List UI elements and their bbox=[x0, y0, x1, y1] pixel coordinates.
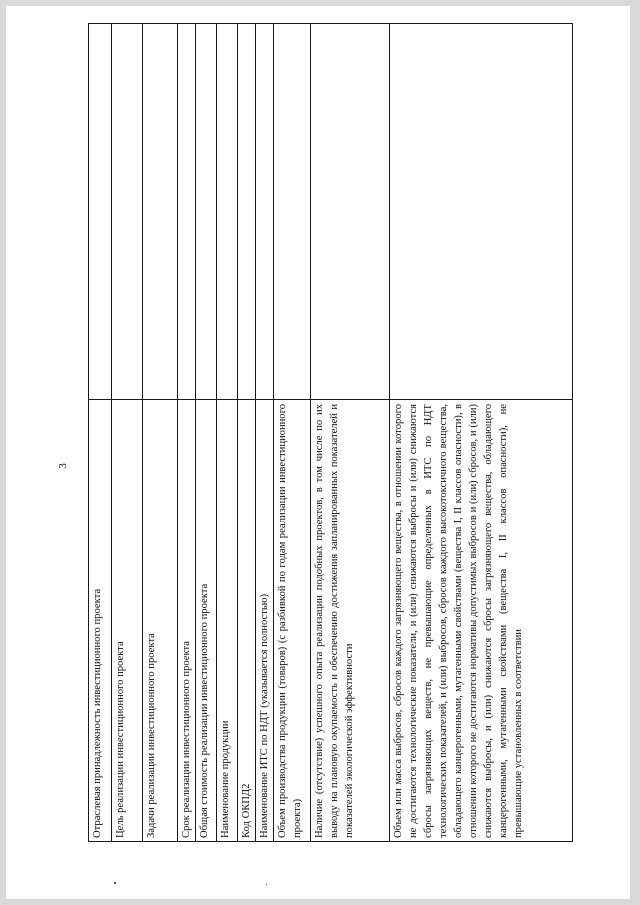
row-label-term: Срок реализации инвестиционного проекта bbox=[178, 400, 196, 842]
row-value-its-ndt bbox=[256, 24, 274, 400]
row-value-experience bbox=[311, 24, 390, 400]
table-row bbox=[196, 24, 217, 842]
table-row bbox=[143, 24, 178, 842]
row-label-its-ndt: Наименование ИТС по НДТ (указывается полностью) bbox=[256, 400, 274, 842]
scan-speck bbox=[114, 882, 116, 884]
row-label-product-name: Наименование продукции bbox=[217, 400, 238, 842]
table-row bbox=[256, 24, 274, 842]
table-row bbox=[178, 24, 196, 842]
row-label-total-cost: Общая стоимость реализации инвестиционного проекта bbox=[196, 400, 217, 842]
row-label-industry: Отраслевая принадлежность инвестиционного проекта bbox=[89, 400, 112, 842]
table-row bbox=[89, 24, 112, 842]
table-row bbox=[217, 24, 238, 842]
row-value-total-cost bbox=[196, 24, 217, 400]
table-row bbox=[274, 24, 311, 842]
row-value-industry bbox=[89, 24, 112, 400]
row-value-product-name bbox=[217, 24, 238, 400]
row-label-tasks: Задачи реализации инвестиционного проекта bbox=[143, 400, 178, 842]
table-row bbox=[112, 24, 143, 842]
row-value-okpd2-code bbox=[238, 24, 256, 400]
table-row bbox=[311, 24, 390, 842]
investment-project-table bbox=[88, 23, 573, 842]
page-number: 3 bbox=[57, 463, 69, 469]
row-value-emissions bbox=[390, 24, 573, 400]
table-row bbox=[238, 24, 256, 842]
investment-project-table-frame bbox=[88, 40, 584, 842]
table-row bbox=[390, 24, 573, 842]
row-label-production-volume: Объем производства продукции (товаров) (с разбивкой по годам реализации инвестиционного проекта) bbox=[274, 400, 311, 842]
row-label-emissions: Объем или масса выбросов, сбросов каждого загрязняющего вещества, в отношении которого не достигаются технологические показатели, и (или) снижаются выбросы и (или) снижаются сбросы загрязняющих веществ, не превышающие определенных в ИТС по НДТ технологических показателей, и (или) выбросов, сбросов каждого высокотоксичного вещества, обладающего канцерогенными, мутагенными свойствами (вещества I, II классов опасности), в отношении которого не достигаются нормативы допустимых выбросов и (или) сбросов, и (или) снижаются выбросы, и (или) снижаются сбросы загрязняющего вещества, обладающего канцерогенными, мутагенными свойствами (вещества I, II классов опасности), не превышающие установленных в соответствии bbox=[390, 400, 573, 842]
row-value-production-volume bbox=[274, 24, 311, 400]
row-label-goal: Цель реализации инвестиционного проекта bbox=[112, 400, 143, 842]
document-page bbox=[6, 6, 630, 899]
row-label-okpd2-code: Код ОКПД2 bbox=[238, 400, 256, 842]
row-label-experience: Наличие (отсутствие) успешного опыта реализации подобных проектов, в том числе по их выводу на плановую окупаемость и обеспечению достижения запланированных показателей и показателей экологической эффективности bbox=[311, 400, 390, 842]
scan-speck bbox=[266, 884, 267, 885]
row-value-tasks bbox=[143, 24, 178, 400]
row-value-term bbox=[178, 24, 196, 400]
row-value-goal bbox=[112, 24, 143, 400]
